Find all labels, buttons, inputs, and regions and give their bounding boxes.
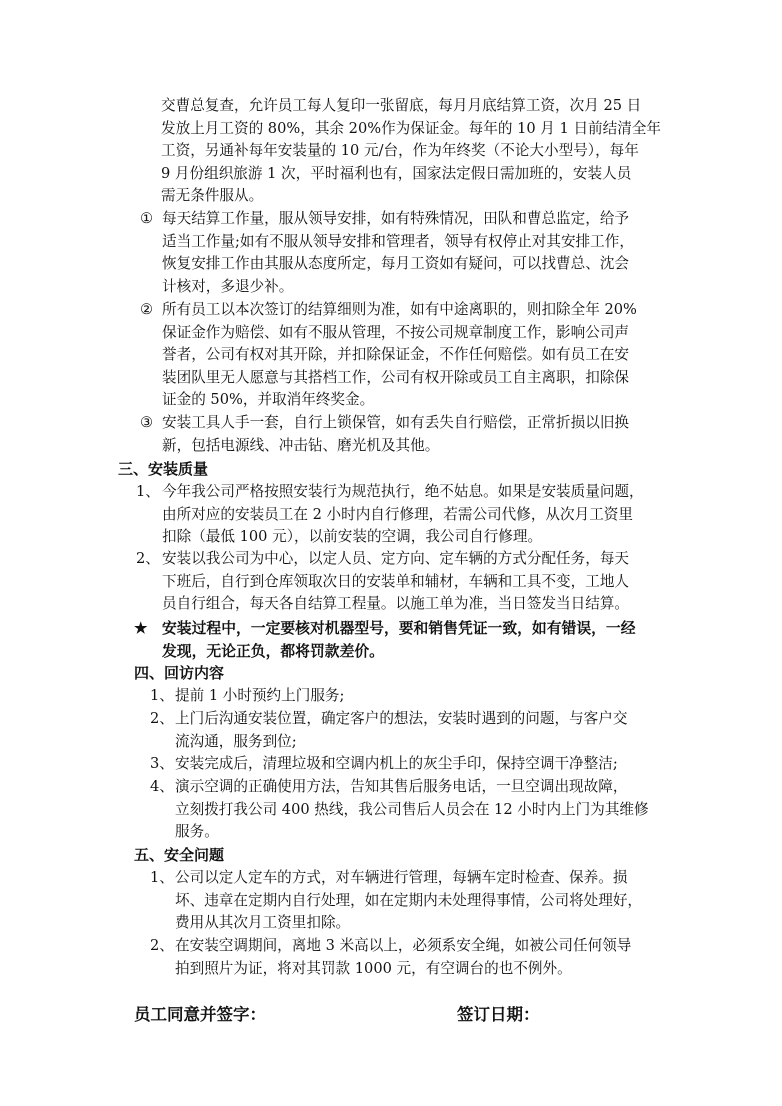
item-number: 4、: [150, 778, 174, 795]
item-number: 2、: [150, 937, 174, 954]
intro-line: 9 月份组织旅游 1 次，平时福利也有，国家法定假日需加班的，安装人员: [161, 164, 632, 182]
item-line: 费用从其次月工资里扣除。: [175, 914, 351, 932]
circled-marker-2: ②: [140, 301, 154, 318]
item-line: 由所对应的安装员工在 2 小时内自行修理，若需公司代修，从次月工资里: [162, 505, 633, 523]
item-line: 立刻拨打我公司 400 热线，我公司售后人员会在 12 小时内上门为其维修: [175, 800, 649, 818]
item-line: 在安装空调期间，离地 3 米高以上，必须系安全绳，如被公司任何领导: [175, 937, 632, 954]
note-line: 发现，无论正负，都将罚款差价。: [162, 642, 384, 660]
followup-item-3: [175, 753, 618, 776]
item-line: 拍到照片为证，将对其罚款 1000 元，有空调台的也不例外。: [175, 959, 572, 977]
section-heading-safety: 五、安全问题: [134, 846, 225, 864]
followup-item-1: [175, 685, 344, 708]
item-line: 公司以定人定车的方式，对车辆进行管理，每辆车定时检查、保养。损: [175, 869, 628, 886]
circled-marker-3: ③: [140, 414, 154, 431]
item-line: 今年我公司严格按照安装行为规范执行，绝不姑息。如果是安装质量问题，: [162, 483, 644, 500]
item-line: 恢复安排工作由其服从态度所定，每月工资如有疑问，可以找曹总、沈会: [162, 255, 630, 273]
intro-line: 工资，另通补每年安装量的 10 元/台，作为年终奖（不论大小型号），每年: [161, 142, 639, 160]
item-line: 服务。: [175, 823, 219, 841]
item-line: 装团队里无人愿意与其搭档工作，公司有权开除或员工自主离职，扣除保: [162, 368, 630, 386]
followup-item-4: [175, 776, 649, 844]
circled-item-2: [162, 299, 637, 412]
item-line: 适当工作量;如有不服从领导安排和管理者，领导有权停止对其安排工作，: [162, 232, 634, 250]
item-line: 下班后，自行到仓库领取次日的安装单和辅材，车辆和工具不变，工地人: [162, 572, 630, 590]
circled-item-3: [162, 412, 629, 457]
intro-line: 需无条件服从。: [161, 187, 264, 205]
safety-item-2: [175, 935, 631, 980]
item-line: 坏、违章在定期内自行处理，如在定期内未处理得事情，公司将处理好，: [175, 891, 643, 909]
item-line: 扣除（最低 100 元），以前安装的空调，我公司自行修理。: [162, 528, 543, 546]
sign-date-label: 签订日期：: [457, 1005, 540, 1024]
intro-line: 发放上月工资的 80%，其余 20%作为保证金。每年的 10 月 1 日前结清全年: [161, 119, 662, 137]
section-heading-followup: 四、回访内容: [134, 664, 225, 682]
item-number: 1、: [136, 483, 160, 500]
item-line: 证金的 50%，并取消年终奖金。: [162, 391, 375, 409]
item-line: 员自行组合，每天各自结算工程量。以施工单为准，当日签发当日结算。: [162, 595, 630, 613]
item-line: 每天结算工作量，服从领导安排，如有特殊情况，田队和曹总监定，给予: [162, 210, 630, 227]
item-line: 保证金作为赔偿、如有不服从管理，不按公司规章制度工作，影响公司声: [162, 323, 630, 341]
quality-item-2: [162, 548, 629, 616]
item-number: 3、: [150, 755, 174, 772]
item-line: 安装完成后，清理垃圾和空调内机上的灰尘手印，保持空调干净整洁;: [175, 755, 618, 772]
intro-paragraph: [161, 95, 661, 208]
item-number: 1、: [150, 687, 174, 704]
item-line: 新，包括电源线、冲击钻、磨光机及其他。: [162, 436, 440, 454]
safety-item-1: [175, 867, 642, 935]
star-icon: ★: [134, 620, 148, 637]
item-line: 提前 1 小时预约上门服务;: [175, 687, 345, 704]
item-number: 1、: [150, 869, 174, 886]
item-number: 2、: [150, 710, 174, 727]
item-line: 安装以我公司为中心，以定人员、定方向、定车辆的方式分配任务，每天: [162, 550, 630, 567]
item-line: 所有员工以本次签订的结算细则为准，如有中途离职的，则扣除全年 20%: [162, 301, 637, 318]
model-check-note: [162, 618, 636, 663]
item-line: 计核对，多退少补。: [162, 277, 294, 295]
item-line: 上门后沟通安装位置，确定客户的想法，安装时遇到的问题，与客户交: [175, 710, 628, 727]
quality-item-1: [162, 481, 644, 549]
item-line: 安装工具人手一套，自行上锁保管，如有丢失自行赔偿，正常折损以旧换: [162, 414, 630, 431]
intro-line: 交曹总复查，允许员工每人复印一张留底，每月月底结算工资，次月 25 日: [161, 97, 642, 114]
item-line: 誉者，公司有权对其开除，并扣除保证金，不作任何赔偿。如有员工在安: [162, 346, 630, 364]
note-line: 安装过程中，一定要核对机器型号，要和销售凭证一致，如有错误，一经: [162, 620, 636, 637]
item-line: 演示空调的正确使用方法，告知其售后服务电话，一旦空调出现故障，: [175, 778, 628, 795]
section-heading-quality: 三、安装质量: [118, 460, 209, 478]
circled-item-1: [162, 208, 634, 298]
item-line: 流沟通，服务到位;: [175, 732, 297, 750]
circled-marker-1: ①: [140, 210, 154, 227]
employee-signature-label: 员工同意并签字：: [134, 1005, 266, 1024]
item-number: 2、: [136, 550, 160, 567]
followup-item-2: [175, 708, 627, 753]
